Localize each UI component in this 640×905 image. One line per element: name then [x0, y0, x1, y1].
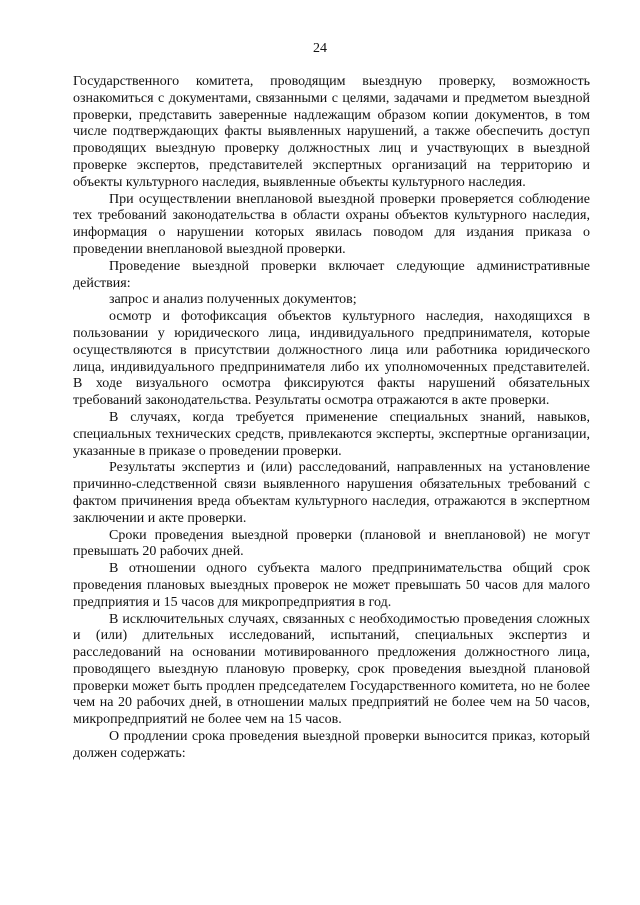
paragraph-extension-order: О продлении срока проведения выездной проверки выносится приказ, который должен содержать: — [73, 729, 590, 761]
paragraph-expertise-results: Результаты экспертиз и (или) расследований, направленных на установление причинно-следственной связи выявленного нарушения обязательных требований с фактом причинения вреда объектам культурного наследия, отражаются в экспертном заключении и акте проверки. — [73, 460, 590, 526]
paragraph-exceptional-cases: В исключительных случаях, связанных с необходимостью проведения сложных и (или) длительных исследований, испытаний, специальных экспертиз и расследований на основании мотивированного предложения должностного лица, проводящего выездную плановую проверку, срок проведения выездной плановой проверки может быть продлен председателем Государственного комитета, но не более чем на 20 рабочих дней, в отношении малых предприятий не более чем на 50 часов, микропредприятий не более чем на 15 часов. — [73, 611, 590, 728]
document-body — [73, 74, 590, 763]
paragraph-unscheduled-inspection: При осуществлении внеплановой выездной проверки проверяется соблюдение тех требований законодательства в области охраны объектов культурного наследия, информация о нарушении которых явилась поводом для издания приказа о проведении внеплановой выездной проверки. — [73, 191, 590, 257]
paragraph-administrative-actions: Проведение выездной проверки включает следующие административные действия: — [73, 258, 590, 291]
paragraph-inspection-duration: Сроки проведения выездной проверки (плановой и внеплановой) не могут превышать 20 рабочих дней. — [73, 527, 590, 560]
list-item-inspection-photofixation: осмотр и фотофиксация объектов культурного наследия, находящихся в пользовании у юридического лица, индивидуального предпринимателя, которые осуществляются в присутствии должностного лица или работника юридического лица, индивидуального предпринимателя либо их уполномоченных представителей. В ходе визуального осмотра фиксируются факты нарушений обязательных требований законодательства. Результаты осмотра отражаются в акте проверки. — [73, 309, 590, 409]
paragraph-continuation: Государственного комитета, проводящим выездную проверку, возможность ознакомиться с документами, связанными с целями, задачами и предметом выездной проверки, представить заверенные надлежащим образом копии документов, в том числе подтверждающих факты выявленных нарушений, а также обеспечить доступ проводящих выездную проверку должностных лиц и участвующих в выездной проверке экспертов, представителей экспертных организаций на территорию и объекты культурного наследия, выявленные объекты культурного наследия. — [73, 74, 590, 190]
paragraph-small-business-limit: В отношении одного субъекта малого предпринимательства общий срок проведения плановых выездных проверок не может превышать 50 часов для малого предприятия и 15 часов для микропредприятия в год. — [73, 561, 590, 610]
page-number: 24 — [313, 41, 327, 56]
list-item-document-request: запрос и анализ полученных документов; — [109, 292, 357, 308]
paragraph-experts: В случаях, когда требуется применение специальных знаний, навыков, специальных технических средств, привлекаются эксперты, экспертные организации, указанные в приказе о проведении проверки. — [73, 409, 590, 459]
